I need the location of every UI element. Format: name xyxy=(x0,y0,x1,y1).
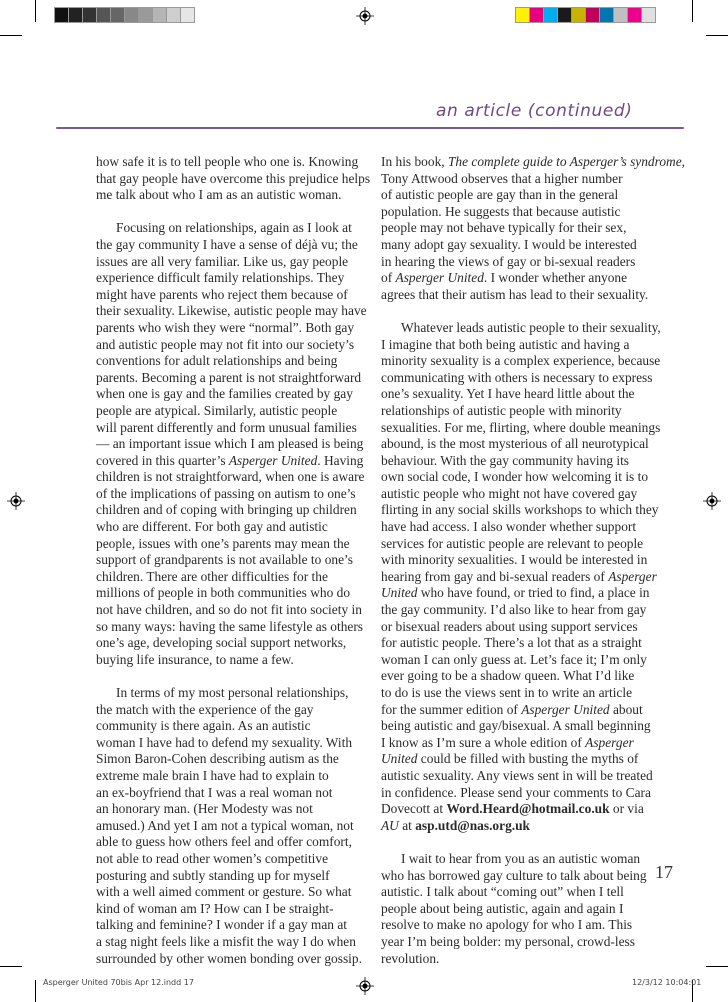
color-swatch xyxy=(97,8,110,22)
text-line: extreme male brain I have had to explain to xyxy=(96,767,329,783)
publication-title: Asperger United xyxy=(521,701,610,717)
text-line: experience difficult family relationships. They xyxy=(96,270,345,286)
text-line: not have children, and so do not fit into society in xyxy=(96,602,362,618)
text-line: autistic. I talk about “coming out” when I tell xyxy=(381,884,624,900)
text-line: and autistic people may not fit into our society’s xyxy=(96,336,355,352)
book-title: The complete guide to Asperger’s syndrome xyxy=(447,154,682,169)
text-line: for autistic people. There’s a lot that as a straight xyxy=(381,635,642,651)
text-line: ever going to be a shadow queen. What I’d like xyxy=(381,668,635,684)
publication-title: United xyxy=(381,751,418,767)
text-line: talking and feminine? I wonder if a gay man at xyxy=(96,917,347,933)
text-segment: . I wonder whether anyone xyxy=(483,270,628,286)
text-line: relationships of autistic people with minority xyxy=(381,402,622,418)
text-line: amused.) And yet I am not a typical woman, not xyxy=(96,817,354,833)
crop-mark-bottom-left-v xyxy=(35,980,36,1002)
text-line: the gay community. I’d also like to hear from gay xyxy=(381,602,647,618)
text-line xyxy=(381,270,685,287)
crop-mark-top-right-v xyxy=(692,0,693,22)
text-line: people may not behave typically for their sex, xyxy=(381,220,627,236)
text-line xyxy=(381,154,685,171)
text-segment: , xyxy=(681,154,686,169)
text-segment: Dovecott at xyxy=(381,801,447,817)
color-swatch xyxy=(642,8,655,22)
text-line: buying life insurance, to name a few. xyxy=(96,651,294,667)
text-line: minority sexuality is a complex experience, because xyxy=(381,353,661,369)
text-line xyxy=(381,801,685,818)
text-segment: In his book, xyxy=(381,154,448,169)
text-line: many adopt gay sexuality. I would be interested xyxy=(381,236,637,252)
text-segment: for the summer edition of xyxy=(381,701,522,717)
publication-title: Asperger xyxy=(608,568,657,584)
color-swatch xyxy=(614,8,627,22)
text-line: sexualities. For me, flirting, where double meanings xyxy=(381,419,661,435)
text-line: Tony Attwood observes that a higher number xyxy=(381,170,623,186)
page-number: 17 xyxy=(655,862,673,882)
text-line: Simon Baron-Cohen describing autism as the xyxy=(96,751,339,767)
text-segment: or via xyxy=(609,801,644,817)
text-segment: of xyxy=(381,270,396,286)
text-line: Focusing on relationships, again as I look at xyxy=(116,220,352,236)
text-line: posturing and subtly standing up for myself xyxy=(96,867,330,883)
color-swatch xyxy=(586,8,599,22)
text-line: so many ways: having the same lifestyle as others xyxy=(96,618,364,634)
text-line: of autistic people are gay than in the general xyxy=(381,187,619,203)
color-swatch xyxy=(83,8,96,22)
color-swatch xyxy=(153,8,166,22)
right-paragraph-1 xyxy=(381,154,685,303)
text-line: millions of people in both communities who do xyxy=(96,585,351,601)
text-line: being autistic and gay/bisexual. A small beginning xyxy=(381,718,651,734)
text-line: flirting in any social skills workshops to which they xyxy=(381,502,659,518)
text-line: in hearing the views of gay or bi-sexual readers xyxy=(381,253,636,269)
color-swatch xyxy=(600,8,613,22)
text-line: autistic people who might not have covered gay xyxy=(381,485,638,501)
text-line: — an important issue which I am pleased is being xyxy=(96,436,364,452)
text-line: me talk about who I am as an autistic woman. xyxy=(96,187,342,203)
text-line: or bisexual readers about using support services xyxy=(381,618,638,634)
text-line: of the implications of passing on autism to one’s xyxy=(96,485,356,501)
text-line: to do is use the views sent in to write an article xyxy=(381,685,633,700)
text-segment: at xyxy=(398,817,416,833)
text-line: people are atypical. Similarly, autistic people xyxy=(96,402,338,418)
text-line xyxy=(96,453,370,470)
text-line: kind of woman am I? How can I be straight- xyxy=(96,900,334,916)
text-line: when one is gay and the families created by gay xyxy=(96,386,353,402)
text-segment: . Having xyxy=(317,452,364,468)
color-swatch xyxy=(181,8,194,22)
right-paragraph-2 xyxy=(381,320,685,834)
text-line: issues are all very familiar. Like us, gay people xyxy=(96,253,349,269)
left-paragraph-2 xyxy=(96,220,370,668)
text-line: have had access. I also wonder whether support xyxy=(381,519,637,535)
text-line xyxy=(381,585,685,602)
text-line: the gay community I have a sense of déjà vu; the xyxy=(96,236,358,252)
publication-title: Asperger xyxy=(585,734,634,750)
text-line: revolution. xyxy=(381,950,440,966)
text-line: one’s age, developing social support networks, xyxy=(96,635,347,651)
text-line: children is not straightforward, when one is aware xyxy=(96,469,365,485)
right-paragraph-3 xyxy=(381,851,685,967)
email-link[interactable]: asp.utd@nas.org.uk xyxy=(415,817,531,833)
text-line: parents who wish they were “normal”. Both gay xyxy=(96,319,355,335)
text-line: abound, is the most mysterious of all neurotypical xyxy=(381,436,649,452)
text-line: surrounded by other women bonding over gossip. xyxy=(96,950,362,966)
text-line xyxy=(381,569,685,586)
text-line: In terms of my most personal relationships, xyxy=(116,685,349,700)
text-line: autistic sexuality. Any views sent in will be treated xyxy=(381,767,653,783)
text-line: behaviour. With the gay community having its xyxy=(381,452,630,468)
text-segment: who have found, or tried to find, a place in xyxy=(417,585,650,601)
left-paragraph-3 xyxy=(96,685,370,967)
text-line: conventions for adult relationships and being xyxy=(96,353,338,369)
text-line xyxy=(381,818,685,835)
text-line xyxy=(381,702,685,719)
left-paragraph-1 xyxy=(96,154,370,204)
right-column xyxy=(381,154,685,967)
text-line: people about being autistic, again and again I xyxy=(381,900,624,916)
text-line: the match with the experience of the gay xyxy=(96,701,314,717)
registration-mark-right-icon xyxy=(703,492,721,510)
text-line: children. There are other difficulties for the xyxy=(96,568,328,584)
color-swatch xyxy=(530,8,543,22)
email-link[interactable]: Word.Heard@hotmail.co.uk xyxy=(446,801,610,817)
color-swatch xyxy=(125,8,138,22)
text-line: community is there again. As an autistic xyxy=(96,718,311,734)
crop-mark-top-right-h xyxy=(706,35,728,36)
text-line: an ex-boyfriend that I was a real woman not xyxy=(96,784,333,800)
text-line: able to guess how others feel and offer comfort, xyxy=(96,834,352,850)
text-segment: covered in this quarter’s xyxy=(96,452,229,468)
text-segment: I know as I’m sure a whole edition of xyxy=(381,734,586,750)
text-line: their sexuality. Likewise, autistic people may have xyxy=(96,303,367,319)
text-segment: could be filled with busting the myths of xyxy=(417,751,639,767)
text-line: communicating with others is necessary to express xyxy=(381,369,653,385)
text-line: own social code, I wonder how welcoming it is to xyxy=(381,469,649,485)
text-line: I imagine that both being autistic and having a xyxy=(381,336,630,352)
text-line: who are different. For both gay and autistic xyxy=(96,519,328,535)
text-line: I wait to hear from you as an autistic woman xyxy=(401,850,641,866)
text-line: support of grandparents is not available to one’s xyxy=(96,552,353,568)
text-line: population. He suggests that because autistic xyxy=(381,203,621,219)
text-line: might have parents who reject them because of xyxy=(96,286,348,302)
crop-mark-bottom-right-h xyxy=(706,966,728,967)
publication-title: Asperger United xyxy=(228,452,318,468)
crop-mark-top-left-v xyxy=(35,0,36,22)
crop-mark-bottom-left-h xyxy=(0,966,22,967)
left-column xyxy=(96,154,370,967)
text-segment: about xyxy=(609,701,643,717)
text-line: resolve to make no apology for who I am. This xyxy=(381,917,633,933)
text-line: Whatever leads autistic people to their sexuality, xyxy=(401,319,661,335)
text-line: year I’m being bolder: my personal, crowd-less xyxy=(381,933,635,949)
color-swatch xyxy=(167,8,180,22)
color-swatch xyxy=(55,8,68,22)
text-line: with a well aimed comment or gesture. So what xyxy=(96,884,352,900)
color-swatch xyxy=(111,8,124,22)
text-line: who has borrowed gay culture to talk about being xyxy=(381,867,647,883)
text-line: services for autistic people are relevant to people xyxy=(381,535,644,551)
text-line: one’s sexuality. Yet I have heard little about the xyxy=(381,386,635,402)
section-title: an article (continued) xyxy=(436,101,633,121)
publication-title: Asperger United xyxy=(395,270,484,286)
text-line: woman I can only guess at. Let’s face it; I’m only xyxy=(381,651,647,667)
publication-title: United xyxy=(381,585,418,601)
text-line: in confidence. Please send your comments to Cara xyxy=(381,784,651,800)
header-divider xyxy=(56,127,684,129)
registration-mark-top-icon xyxy=(356,7,374,25)
text-line xyxy=(381,751,685,768)
text-line: an honorary man. (Her Modesty was not xyxy=(96,801,313,817)
color-swatch xyxy=(69,8,82,22)
color-swatch xyxy=(558,8,571,22)
text-line: how safe it is to tell people who one is. Knowing xyxy=(96,154,359,169)
color-swatch xyxy=(544,8,557,22)
text-line: that gay people have overcome this prejudice helps xyxy=(96,170,371,186)
color-swatch xyxy=(628,8,641,22)
text-line: parents. Becoming a parent is not straightforward xyxy=(96,369,362,385)
color-swatch xyxy=(139,8,152,22)
text-line: children and of coping with bringing up children xyxy=(96,502,357,518)
slug-timestamp: 12/3/12 10:04:01 xyxy=(632,978,702,987)
text-line: agrees that their autism has lead to their sexuality. xyxy=(381,286,649,302)
color-swatch xyxy=(516,8,529,22)
text-line: not able to read other women’s competitive xyxy=(96,850,329,866)
text-line: woman I have had to defend my sexuality. With xyxy=(96,734,353,750)
text-line: with minority sexualities. I would be interested in xyxy=(381,552,648,568)
text-line: will parent differently and form unusual families xyxy=(96,419,357,435)
text-segment: hearing from gay and bi-sexual readers of xyxy=(381,568,609,584)
text-line xyxy=(381,735,685,752)
crop-mark-top-left-h xyxy=(0,35,22,36)
registration-mark-bottom-icon xyxy=(356,977,374,995)
publication-abbrev: AU xyxy=(381,817,399,833)
text-line: a stag night feels like a misfit the way I do when xyxy=(96,933,356,949)
color-swatch xyxy=(572,8,585,22)
text-line: people, issues with one’s parents may mean the xyxy=(96,535,350,551)
slug-file-name: Asperger United 70bis Apr 12.indd 17 xyxy=(43,978,194,987)
registration-mark-left-icon xyxy=(7,492,25,510)
